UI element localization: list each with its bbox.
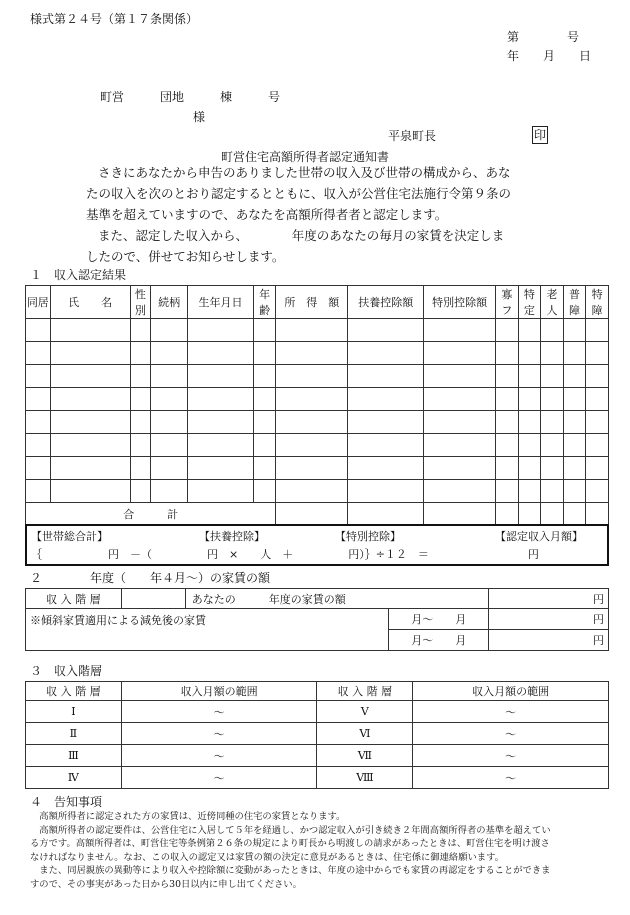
table-cell[interactable] xyxy=(348,342,424,365)
total-label: 合 計 xyxy=(26,503,276,525)
sloped-rent-label: ※傾斜家賃適用による減免後の家賃 xyxy=(26,609,389,651)
tier-row xyxy=(26,701,609,723)
table-row xyxy=(26,434,609,457)
table-cell[interactable] xyxy=(424,480,496,503)
document-title: 町営住宅高額所得者認定通知書 xyxy=(221,150,390,164)
rent-table xyxy=(25,588,609,651)
tier-left: Ⅰ xyxy=(26,701,122,723)
col-special-disabled: 特障 xyxy=(586,286,609,319)
tier-header: 収 入 階 層 xyxy=(26,682,122,701)
table-cell[interactable] xyxy=(348,411,424,434)
tier-row xyxy=(26,723,609,745)
col-income: 所 得 額 xyxy=(276,286,348,319)
notice-line: また、同居親族の異動等により収入や控除額に変動があったときは、年度の途中からでも家賃の再認定をすることができま xyxy=(30,865,551,876)
tier-right: Ⅴ xyxy=(317,701,413,723)
table-cell[interactable] xyxy=(151,342,188,365)
table-cell[interactable] xyxy=(276,319,348,342)
table-cell[interactable] xyxy=(276,365,348,388)
table-cell[interactable] xyxy=(151,411,188,434)
period-2-yen: 円 xyxy=(489,630,609,651)
seal-mark xyxy=(532,124,548,144)
recipient-address: 町営 団地 棟 号 xyxy=(100,90,281,104)
table-cell[interactable] xyxy=(130,480,151,503)
table-cell[interactable] xyxy=(50,457,130,480)
table-cell[interactable] xyxy=(541,319,564,342)
table-cell[interactable] xyxy=(496,388,519,411)
table-cell[interactable] xyxy=(276,411,348,434)
table-cell[interactable] xyxy=(518,480,541,503)
section4-title: ４ 告知事項 xyxy=(30,795,103,809)
tier-body xyxy=(26,701,609,789)
table-cell[interactable] xyxy=(130,365,151,388)
document-number: 第 号 xyxy=(507,30,580,44)
table-cell[interactable] xyxy=(541,457,564,480)
tier-left: Ⅳ xyxy=(26,767,122,789)
col-widow: 寡フ xyxy=(496,286,519,319)
table-cell[interactable] xyxy=(586,480,609,503)
table-cell[interactable] xyxy=(276,342,348,365)
table-cell[interactable] xyxy=(563,388,586,411)
body-line: また、認定した収入から、 年度のあなたの毎月の家賃を決定しま xyxy=(98,228,505,243)
table-cell[interactable] xyxy=(188,319,254,342)
table-cell[interactable] xyxy=(130,319,151,342)
col-age: 年齢 xyxy=(253,286,276,319)
range-right: ～ xyxy=(413,745,609,767)
range-left: ～ xyxy=(121,701,317,723)
table-cell[interactable] xyxy=(348,457,424,480)
tier-header: 収 入 階 層 xyxy=(317,682,413,701)
table-cell[interactable] xyxy=(188,365,254,388)
label-dependent-deduction: 【扶養控除】 xyxy=(199,530,265,543)
table-cell[interactable] xyxy=(151,480,188,503)
table-cell[interactable] xyxy=(253,434,276,457)
issuer-name: 平泉町長 xyxy=(388,129,437,143)
table-cell[interactable] xyxy=(188,457,254,480)
table-cell[interactable] xyxy=(348,388,424,411)
rent-yen: 円 xyxy=(489,589,609,609)
table-cell[interactable] xyxy=(188,342,254,365)
table-row xyxy=(26,388,609,411)
table-cell[interactable] xyxy=(518,365,541,388)
table-cell[interactable] xyxy=(130,388,151,411)
table-cell[interactable] xyxy=(130,411,151,434)
table-cell[interactable] xyxy=(26,342,51,365)
table-cell[interactable] xyxy=(586,411,609,434)
table-cell[interactable] xyxy=(586,342,609,365)
table-cell[interactable] xyxy=(518,411,541,434)
table-cell[interactable] xyxy=(253,480,276,503)
table-cell[interactable] xyxy=(424,434,496,457)
table-cell[interactable] xyxy=(424,411,496,434)
your-rent-label: あなたの 年度の家賃の額 xyxy=(185,589,488,609)
table-cell[interactable] xyxy=(541,388,564,411)
table-cell[interactable] xyxy=(276,480,348,503)
tier-row xyxy=(26,745,609,767)
calc-formula: ｛ 円 －（ 円 × 人 ＋ 円）｝÷１２ ＝ 円 xyxy=(31,548,539,561)
rent-row xyxy=(26,609,609,630)
col-special-deduction: 特別控除額 xyxy=(424,286,496,319)
income-body xyxy=(26,319,609,503)
range-left: ～ xyxy=(121,723,317,745)
table-row xyxy=(26,365,609,388)
body-line: したので、併せてお知らせします。 xyxy=(86,249,285,264)
section2-title: ２ 年度（ 年４月～）の家賃の額 xyxy=(30,571,271,585)
table-cell[interactable] xyxy=(586,457,609,480)
table-cell[interactable] xyxy=(496,342,519,365)
table-cell[interactable] xyxy=(541,480,564,503)
addressee-suffix: 様 xyxy=(193,110,206,124)
table-cell[interactable] xyxy=(253,342,276,365)
table-cell[interactable] xyxy=(26,434,51,457)
table-cell[interactable] xyxy=(50,342,130,365)
table-cell[interactable] xyxy=(496,434,519,457)
table-cell[interactable] xyxy=(496,365,519,388)
table-cell[interactable] xyxy=(130,457,151,480)
table-cell[interactable] xyxy=(26,388,51,411)
body-line: たの収入を次のとおり認定するとともに、収入が公営住宅法施行令第９条の xyxy=(86,186,512,201)
table-cell[interactable] xyxy=(496,457,519,480)
table-cell[interactable] xyxy=(424,457,496,480)
table-cell[interactable] xyxy=(541,434,564,457)
table-cell[interactable] xyxy=(496,480,519,503)
table-cell[interactable] xyxy=(563,434,586,457)
issue-date: 年 月 日 xyxy=(507,49,592,63)
range-right: ～ xyxy=(413,723,609,745)
range-right: ～ xyxy=(413,701,609,723)
period-2: 月～ 月 xyxy=(389,630,489,651)
table-cell[interactable] xyxy=(348,365,424,388)
body-text xyxy=(86,162,511,267)
notice-line: る方です。高額所得者は、町営住宅等条例第２６条の規定により町長から明渡しの請求があったときは、町営住宅を明け渡さ xyxy=(30,838,550,849)
table-cell[interactable] xyxy=(563,411,586,434)
table-cell[interactable] xyxy=(348,434,424,457)
table-cell[interactable] xyxy=(563,457,586,480)
table-cell[interactable] xyxy=(151,388,188,411)
range-left: ～ xyxy=(121,767,317,789)
table-cell[interactable] xyxy=(188,434,254,457)
col-dependent-deduction: 扶養控除額 xyxy=(348,286,424,319)
table-cell[interactable] xyxy=(26,411,51,434)
calc-box xyxy=(25,524,609,566)
table-cell[interactable] xyxy=(188,411,254,434)
tier-right: Ⅵ xyxy=(317,723,413,745)
label-special-deduction: 【特別控除】 xyxy=(335,530,401,543)
col-cohabit: 同居 xyxy=(26,286,51,319)
table-row xyxy=(26,342,609,365)
income-tier-value[interactable] xyxy=(121,589,185,609)
tier-right: Ⅶ xyxy=(317,745,413,767)
table-cell[interactable] xyxy=(518,503,541,525)
table-cell[interactable] xyxy=(496,503,519,525)
table-cell[interactable] xyxy=(130,434,151,457)
table-cell[interactable] xyxy=(563,480,586,503)
table-cell[interactable] xyxy=(541,411,564,434)
table-row xyxy=(26,480,609,503)
table-cell[interactable] xyxy=(276,434,348,457)
table-cell[interactable] xyxy=(151,457,188,480)
section1-title: １ 収入認定結果 xyxy=(30,268,127,282)
table-cell[interactable] xyxy=(541,503,564,525)
notice-text xyxy=(30,810,551,891)
table-cell[interactable] xyxy=(586,434,609,457)
table-cell[interactable] xyxy=(541,365,564,388)
form-number: 様式第２４号（第１７条関係） xyxy=(30,12,199,26)
table-cell[interactable] xyxy=(424,388,496,411)
col-elderly: 老人 xyxy=(541,286,564,319)
table-row xyxy=(26,411,609,434)
range-left: ～ xyxy=(121,745,317,767)
table-row xyxy=(26,457,609,480)
table-cell[interactable] xyxy=(563,319,586,342)
section3-title: ３ 収入階層 xyxy=(30,664,103,678)
table-cell[interactable] xyxy=(253,411,276,434)
seal-char: 印 xyxy=(533,128,546,142)
table-cell[interactable] xyxy=(563,503,586,525)
income-header-row xyxy=(26,286,609,319)
table-cell[interactable] xyxy=(276,457,348,480)
table-cell[interactable] xyxy=(563,365,586,388)
table-cell[interactable] xyxy=(26,457,51,480)
col-specified: 特定 xyxy=(518,286,541,319)
col-disabled: 普障 xyxy=(563,286,586,319)
table-cell[interactable] xyxy=(586,503,609,525)
table-cell[interactable] xyxy=(518,434,541,457)
table-cell[interactable] xyxy=(253,388,276,411)
range-header: 収入月額の範囲 xyxy=(413,682,609,701)
table-cell[interactable] xyxy=(424,319,496,342)
table-cell[interactable] xyxy=(26,319,51,342)
table-cell[interactable] xyxy=(26,480,51,503)
col-birthdate: 生年月日 xyxy=(188,286,254,319)
table-cell[interactable] xyxy=(253,457,276,480)
table-cell[interactable] xyxy=(151,434,188,457)
table-cell[interactable] xyxy=(26,365,51,388)
table-cell[interactable] xyxy=(253,365,276,388)
tier-table xyxy=(25,681,609,789)
range-header: 収入月額の範囲 xyxy=(121,682,317,701)
tier-right: Ⅷ xyxy=(317,767,413,789)
table-cell[interactable] xyxy=(424,365,496,388)
table-cell[interactable] xyxy=(518,457,541,480)
col-sex: 性別 xyxy=(130,286,151,319)
tier-left: Ⅲ xyxy=(26,745,122,767)
table-cell[interactable] xyxy=(563,342,586,365)
table-cell[interactable] xyxy=(518,388,541,411)
table-cell[interactable] xyxy=(424,342,496,365)
label-certified-monthly: 【認定収入月額】 xyxy=(495,530,583,543)
table-cell[interactable] xyxy=(586,319,609,342)
table-cell[interactable] xyxy=(518,319,541,342)
table-cell[interactable] xyxy=(253,319,276,342)
table-cell[interactable] xyxy=(348,319,424,342)
table-cell[interactable] xyxy=(188,480,254,503)
table-cell[interactable] xyxy=(276,503,348,525)
table-cell[interactable] xyxy=(50,388,130,411)
income-table xyxy=(25,285,609,525)
table-cell[interactable] xyxy=(586,365,609,388)
table-cell[interactable] xyxy=(188,388,254,411)
table-cell[interactable] xyxy=(50,411,130,434)
range-right: ～ xyxy=(413,767,609,789)
table-cell[interactable] xyxy=(424,503,496,525)
table-cell[interactable] xyxy=(541,342,564,365)
table-cell[interactable] xyxy=(586,388,609,411)
table-cell[interactable] xyxy=(50,319,130,342)
col-name: 氏 名 xyxy=(50,286,130,319)
period-1-yen: 円 xyxy=(489,609,609,630)
table-cell[interactable] xyxy=(151,319,188,342)
table-cell[interactable] xyxy=(151,365,188,388)
table-row xyxy=(26,319,609,342)
notice-line: 高額所得者の認定要件は、公営住宅に入居して５年を経過し、かつ認定収入が引き続き２年間高額所得者の基準を超えてい xyxy=(30,824,551,836)
table-cell[interactable] xyxy=(50,480,130,503)
income-total-row xyxy=(26,503,609,525)
table-cell[interactable] xyxy=(276,388,348,411)
notice-line: すので、その事実があった日から30日以内に申し出てください。 xyxy=(30,878,302,890)
col-relation: 続柄 xyxy=(151,286,188,319)
income-tier-label: 収 入 階 層 xyxy=(26,589,122,609)
table-cell[interactable] xyxy=(50,365,130,388)
table-cell[interactable] xyxy=(348,503,424,525)
table-cell[interactable] xyxy=(130,342,151,365)
table-cell[interactable] xyxy=(496,319,519,342)
rent-row xyxy=(26,589,609,609)
table-cell[interactable] xyxy=(50,434,130,457)
period-1: 月～ 月 xyxy=(389,609,489,630)
table-cell[interactable] xyxy=(348,480,424,503)
tier-row xyxy=(26,767,609,789)
table-cell[interactable] xyxy=(518,342,541,365)
tier-left: Ⅱ xyxy=(26,723,122,745)
body-line: さきにあなたから申告のありました世帯の収入及び世帯の構成から、あな xyxy=(98,165,511,180)
tier-header-row xyxy=(26,682,609,701)
body-line: 基準を超えていますので、あなたを高額所得者者と認定します。 xyxy=(86,207,448,222)
notice-line: なければなりません。なお、この収入の認定又は家賃の額の決定に意見があるときは、住宅係に御連絡願います。 xyxy=(30,851,504,863)
label-household-total: 【世帯総合計】 xyxy=(31,530,108,543)
notice-line: 高額所得者に認定された方の家賃は、近傍同種の住宅の家賃となります。 xyxy=(30,811,346,822)
table-cell[interactable] xyxy=(496,411,519,434)
